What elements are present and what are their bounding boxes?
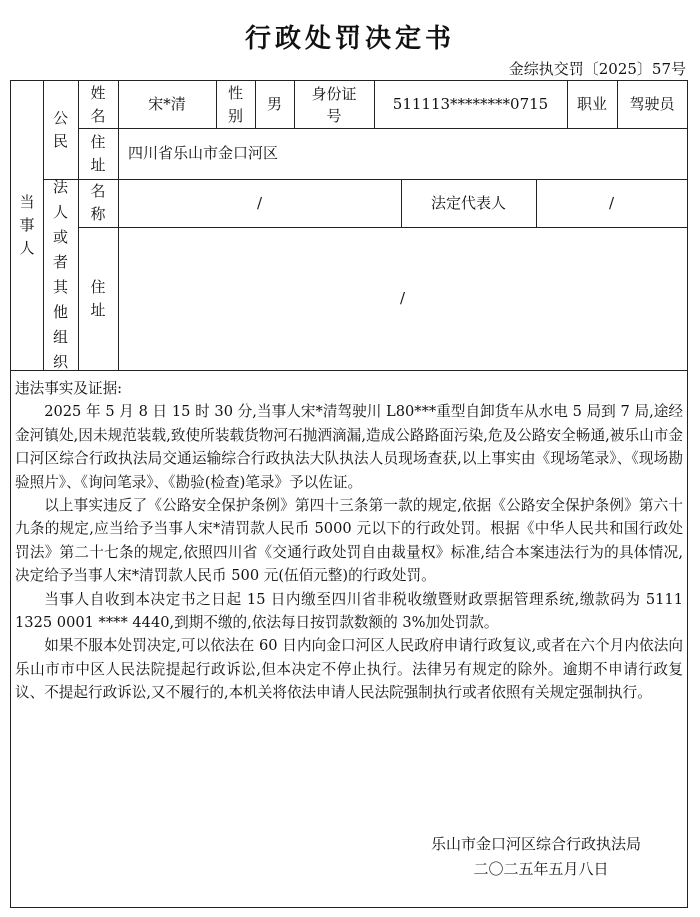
id-label-cell [294, 81, 374, 128]
party-label-cell [11, 81, 43, 370]
org-address-label-cell [78, 227, 118, 370]
id-value-cell [374, 81, 567, 128]
org-label-cell [43, 179, 78, 370]
gender-value-cell [255, 81, 294, 128]
org-name-label-cell [78, 179, 118, 227]
citizen-label: 公民 [52, 109, 68, 150]
facts-paragraph-1: 2025 年 5 月 8 日 15 时 30 分,当事人宋*清驾驶川 L80***重型自卸货车从水电 5 局到 7 局,途经金河镇处,因未规范装载,致使所装载货物河石抛洒滴漏,造成公路路面污染,危及公路安全畅通,被乐山市金口河区综合行政执法局交通运输综合行政执法大队执法人员现场查获,以上事实由《现场笔录》、《现场勘验照片》、《询问笔录》、《勘验(检查)笔录》予以佐证。 [15, 403, 683, 491]
issuing-authority: 乐山市金口河区综合行政执法局 [430, 835, 641, 853]
legal-rep-label: 法定代表人 [430, 193, 506, 212]
party-label: 当事人 [19, 193, 35, 257]
occupation-label: 职业 [576, 95, 607, 113]
issue-date: 二〇二五年五月八日 [473, 860, 609, 878]
citizen-label-cell [43, 81, 78, 179]
occupation-label-cell [567, 81, 617, 128]
id-value: 511113********0715 [392, 95, 549, 113]
name-label: 姓名 [90, 83, 106, 125]
org-address-label: 住址 [90, 277, 106, 319]
facts-heading: 违法事实及证据: [15, 380, 123, 397]
name-value: 宋*清 [148, 95, 186, 113]
gender-label: 性别 [227, 83, 243, 125]
name-value-cell [118, 81, 216, 128]
document-number: 金综执交罚〔2025〕57号 [508, 60, 686, 78]
occupation-value-cell [617, 81, 687, 128]
gender-value: 男 [266, 95, 282, 113]
org-name-label: 名称 [90, 182, 106, 223]
address-label-cell [78, 128, 118, 179]
decision-form-table [10, 80, 688, 908]
address-value-cell [118, 128, 687, 179]
facts-section [15, 377, 683, 705]
facts-paragraph-3: 当事人自收到本决定书之日起 15 日内缴至四川省非税收缴暨财政票据管理系统,缴款码为 5111 1325 0001 **** 4440,到期不缴的,依法每日按罚款数额的 3%加处罚款。 [15, 590, 683, 632]
facts-paragraph-2: 以上事实违反了《公路安全保护条例》第四十三条第一款的规定,依据《公路安全保护条例》第六十九条的规定,应当给予当事人宋*清罚款人民币 5000 元以下的行政处罚。根据《中华人民共和国行政处罚法》第二十七条的规定,依照四川省《交通行政处罚自由裁量权》标准,结合本案违法行为的具体情况,决定给予当事人宋*清罚款人民币 500 元(伍佰元整)的行政处罚。 [15, 497, 683, 585]
name-label-cell [78, 81, 118, 128]
address-value: 四川省乐山市金口河区 [128, 144, 279, 162]
legal-rep-label-cell [401, 179, 536, 227]
gender-label-cell [216, 81, 255, 128]
facts-paragraph-4: 如果不服本处罚决定,可以依法在 60 日内向金口河区人民政府申请行政复议,或者在六个月内依法向乐山市市中区人民法院提起行政诉讼,但本决定不停止执行。法律另有规定的除外。逾期不申请行政复议、不提起行政诉讼,又不履行的,本机关将依法申请人民法院强制执行或者依照有关规定强制执行。 [15, 637, 683, 702]
org-label: 法人或者其他组织 [52, 177, 68, 371]
org-address-value: / [399, 289, 406, 307]
occupation-value: 驾驶员 [629, 95, 675, 113]
id-label: 身份证号 [311, 84, 357, 125]
org-name-value: / [256, 193, 263, 212]
legal-rep-value: / [608, 193, 615, 212]
legal-rep-value-cell [536, 179, 687, 227]
org-address-value-cell [118, 227, 687, 370]
address-label: 住址 [90, 132, 106, 174]
org-name-value-cell [118, 179, 401, 227]
document-title: 行政处罚决定书 [244, 24, 455, 54]
